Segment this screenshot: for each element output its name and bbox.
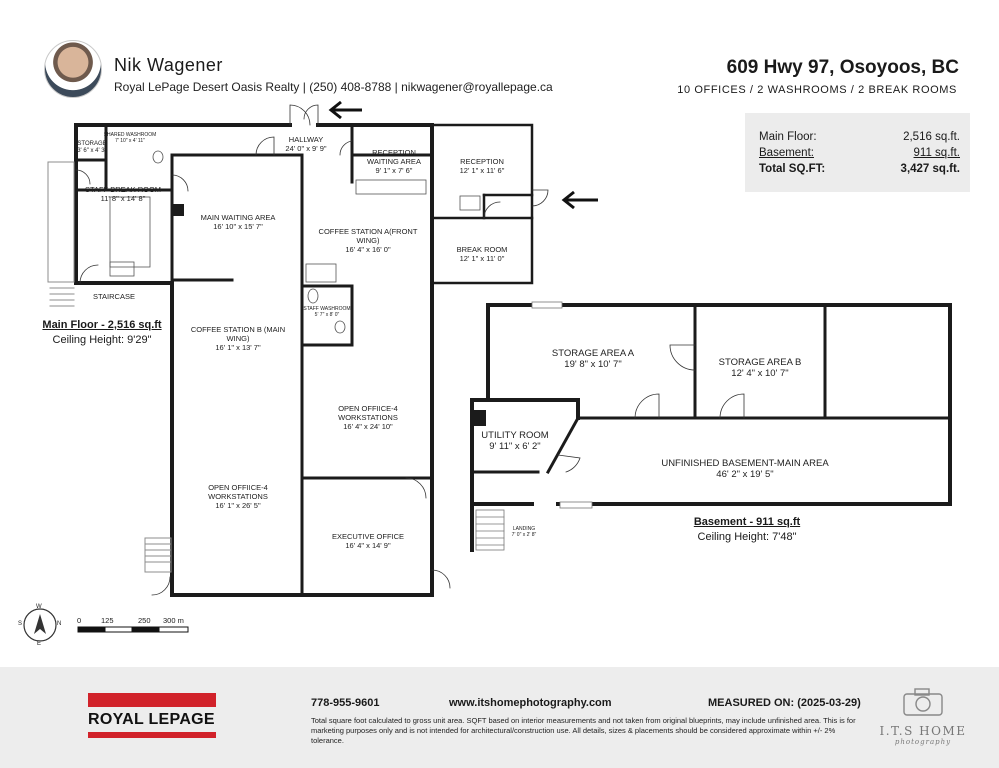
compass-label: W [36,604,42,610]
scale-tick: 250 [138,616,151,625]
room-label: UTILITY ROOM 9' 11" x 6' 2" [481,430,549,453]
room-label: LANDING 7' 0" x 2' 8" [511,526,537,538]
stairs-lines [48,162,171,572]
separator: | [302,80,306,94]
room-label: STAFF WASHROOM 5' 7" x 8' 0" [303,306,351,318]
door-swings [76,105,548,595]
royal-lepage-logo: ROYAL LEPAGE [88,693,216,738]
room-label: HALLWAY 24' 0" x 9' 9" [285,135,327,153]
agent-brokerage: Royal LePage Desert Oasis Realty [114,80,300,94]
compass-label: E [37,641,42,647]
compass-label: S [18,621,23,627]
footer-phone: 778-955-9601 [311,697,380,709]
room-label: EXECUTIVE OFFICE 16' 4" x 14' 9" [331,532,405,550]
room-label: UNFINISHED BASEMENT-MAIN AREA 46' 2" x 19' 5" [661,458,829,481]
scale-bar [78,627,188,632]
its-home-logo: I.T.S HOME photography [868,687,978,746]
room-label: COFFEE STATION A(FRONT WING) 16' 4" x 16' 0" [318,227,418,254]
measured-date: MEASURED ON: (2025-03-29) [708,697,861,709]
property-address: 609 Hwy 97, Osoyoos, BC [726,57,959,78]
area-value: 3,427 sq.ft. [900,163,960,175]
footer-website[interactable]: www.itshomephotography.com [449,697,612,709]
basement-exterior-walls [472,305,950,550]
room-label: RECEPTION 12' 1" x 11' 6" [459,157,505,175]
compass-icon [24,609,56,641]
scale-tick: 0 [77,616,82,625]
basement-caption: Basement - 911 sq.ft Ceiling Height: 7'48" [693,516,801,543]
compass-label: N [57,621,62,627]
room-label: MAIN WAITING AREA 16' 10" x 15' 7" [200,213,276,231]
room-label: SHARED WASHROOM 7' 10" x 4' 11" [103,132,157,144]
room-label: STORAGE AREA B 12' 4" x 10' 7" [718,357,802,380]
separator: | [394,80,398,94]
entry-arrow-right [564,192,598,208]
area-label: Total SQ.FT: [759,163,826,175]
room-label: BREAK ROOM 12' 1" x 11' 0" [456,245,508,263]
scale-tick: 300 m [163,616,184,625]
disclaimer: Total square foot calculated to gross unit area. SQFT based on interior measurements and not taken from original blueprints, may include unfinished area. This is for marketing purposes only and is not intended for architectural/construction use. All details, sizes & placements should be considered approximate within +/- 2% tolerance. [311,716,856,746]
agent-phone: (250) 408-8788 [309,80,392,94]
area-label: Basement: [759,147,814,159]
area-value: 911 sq.ft. [913,147,960,159]
fixtures [110,151,480,333]
room-label: OPEN OFFIICE-4 WORKSTATIONS 16' 1" x 26' 5" [208,483,268,510]
room-label: RECEPTION WAITING AREA 9' 1" x 7' 6" [367,148,421,175]
property-summary: 10 OFFICES / 2 WASHROOMS / 2 BREAK ROOMS [677,84,957,96]
room-label: COFFEE STATION B (MAIN WING) 16' 1" x 13' 7" [190,325,286,352]
room-label: STORAGE AREA A 19' 8" x 10' 7" [551,348,635,371]
area-label: Main Floor: [759,131,817,143]
room-label: STAIRCASE [93,292,135,301]
camera-icon [901,687,945,717]
main-floor-caption: Main Floor - 2,516 sq.ft Ceiling Height: 9'29" [42,319,162,346]
agent-name: Nik Wagener [114,55,223,75]
area-value: 2,516 sq.ft. [903,131,960,143]
agent-email: nikwagener@royallepage.ca [401,80,553,94]
room-label: OPEN OFFIICE-4 WORKSTATIONS 16' 4" x 24' 10" [338,404,398,431]
scale-tick: 125 [101,616,114,625]
room-label: STORAGE 3' 6" x 4' 3" [77,141,107,155]
room-label: STAFF BREAK ROOM 11' 8" x 14' 8" [84,185,162,203]
entry-arrow-top [331,102,362,118]
